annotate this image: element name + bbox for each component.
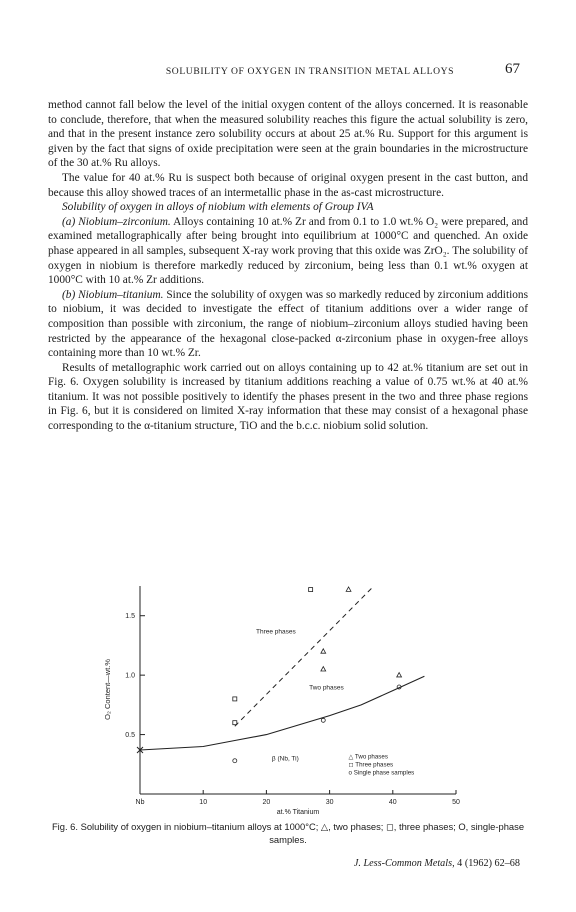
x-tick-label: 30 bbox=[325, 799, 334, 806]
two-phase-point bbox=[397, 673, 402, 677]
body-text bbox=[48, 98, 528, 434]
x-tick-label: 50 bbox=[452, 799, 460, 806]
paragraph-1: method cannot fall below the level of the initial oxygen content of the alloys concerned. It is reasonable to conclude, therefore, that when the measured solubility reaches this figure the actual solubility is zero, and that in the present instance zero solubility occurs at about 25 at.% Ru. Support for this argument is given by the fact that signs of oxide precipitation were seen at the grain boundaries in the microstructure of the 30 at.% Ru alloys. bbox=[48, 99, 528, 170]
journal-volume: 4 (1962) 62–68 bbox=[454, 858, 520, 869]
x-tick-label: 10 bbox=[199, 799, 208, 806]
three-phase-point bbox=[309, 588, 313, 592]
two-phase-point bbox=[346, 587, 351, 591]
x-tick-label: 40 bbox=[388, 799, 397, 806]
section-heading: Solubility of oxygen in alloys of niobium with elements of Group IVA bbox=[62, 201, 374, 214]
solubility-curve bbox=[140, 676, 424, 750]
y-tick-label: 0.5 bbox=[125, 732, 135, 740]
single-phase-point bbox=[321, 718, 325, 722]
x-tick-label: 20 bbox=[262, 799, 271, 806]
region-label: Three phases bbox=[256, 628, 296, 636]
legend-entry: o Single phase samples bbox=[348, 769, 415, 777]
legend-entry: ◻ Three phases bbox=[348, 761, 394, 769]
two-phase-point bbox=[321, 649, 326, 653]
region-label: β (Nb, Ti) bbox=[271, 755, 299, 763]
paragraph-4-text: Since the solubility of oxygen was so markedly reduced by zirconium additions to niobium, it was decided to investigate the effect of titanium additions over a wider range of composition than possible with zirconium, the range of niobium–zirconium alloys studied having been restricted by the appearance of the hexagonal close-packed α-zirconium phase in oxygen-free alloys containing more than 10 wt.% Zr. bbox=[48, 288, 529, 360]
paragraph-3 bbox=[48, 215, 528, 288]
running-head: SOLUBILITY OF OXYGEN IN TRANSITION METAL ALLOYS bbox=[165, 66, 455, 77]
x-tick-label: Nb bbox=[135, 799, 145, 806]
y-tick-label: 1.0 bbox=[125, 672, 135, 680]
two-phase-point bbox=[321, 667, 326, 671]
journal-name: J. Less-Common Metals, bbox=[353, 858, 455, 869]
region-label: Two phases bbox=[309, 684, 344, 692]
paragraph-2: The value for 40 at.% Ru is suspect both because of original oxygen present in the cast button, and because this alloy showed traces of an intermetallic phase in the as-cast microstructure. bbox=[48, 171, 528, 199]
paragraph-5: Results of metallographic work carried out on alloys containing up to 42 at.% titanium are set out in Fig. 6. Oxygen solubility is increased by titanium additions reaching a value of 0.75 wt.% at 40 at.% titanium. It was not possible positively to identify the phases present in the two and three phase regions in Fig. 6, but it is considered on limited X-ray information that these may consist of a hexagonal phase corresponding to the α-titanium structure, TiO and the b.c.c. niobium solid solution. bbox=[48, 361, 528, 433]
page-number: 67 bbox=[505, 61, 520, 77]
paragraph-4 bbox=[48, 288, 528, 361]
paragraph-4-label: (b) Niobium–titanium. bbox=[62, 288, 164, 301]
figure-caption: Fig. 6. Solubility of oxygen in niobium–titanium alloys at 1000°C; △, two phases; ◻, three phases; O, single-phase samples. bbox=[51, 821, 525, 845]
journal-citation bbox=[354, 858, 520, 869]
x-axis-title: at.% Titanium bbox=[276, 809, 320, 816]
three-phase-point bbox=[233, 697, 237, 701]
three-phase-point bbox=[233, 721, 237, 725]
paragraph-3-text: Alloys containing 10 at.% Zr and from 0.1 to 1.0 wt.% O₂ were prepared, and examined metallographically after being brought into equilibrium at 1000°C and quenched. An oxide phase appeared in all samples, subsequent X-ray work proving that this oxide was ZrO₂. The solubility of oxygen in niobium is therefore markedly reduced by zirconium, being less than 0.1 wt.% oxygen at 1000°C with 10 at.% Zr additions. bbox=[48, 215, 528, 287]
three-phase-boundary bbox=[235, 586, 374, 726]
single-phase-point bbox=[233, 759, 237, 763]
paragraph-3-label: (a) Niobium–zirconium. bbox=[62, 215, 171, 228]
figure-6-chart bbox=[96, 578, 496, 818]
y-axis-title: O₂ Content—wt.% bbox=[103, 658, 112, 720]
legend-entry: △ Two phases bbox=[348, 753, 388, 761]
y-tick-label: 1.5 bbox=[125, 613, 135, 621]
